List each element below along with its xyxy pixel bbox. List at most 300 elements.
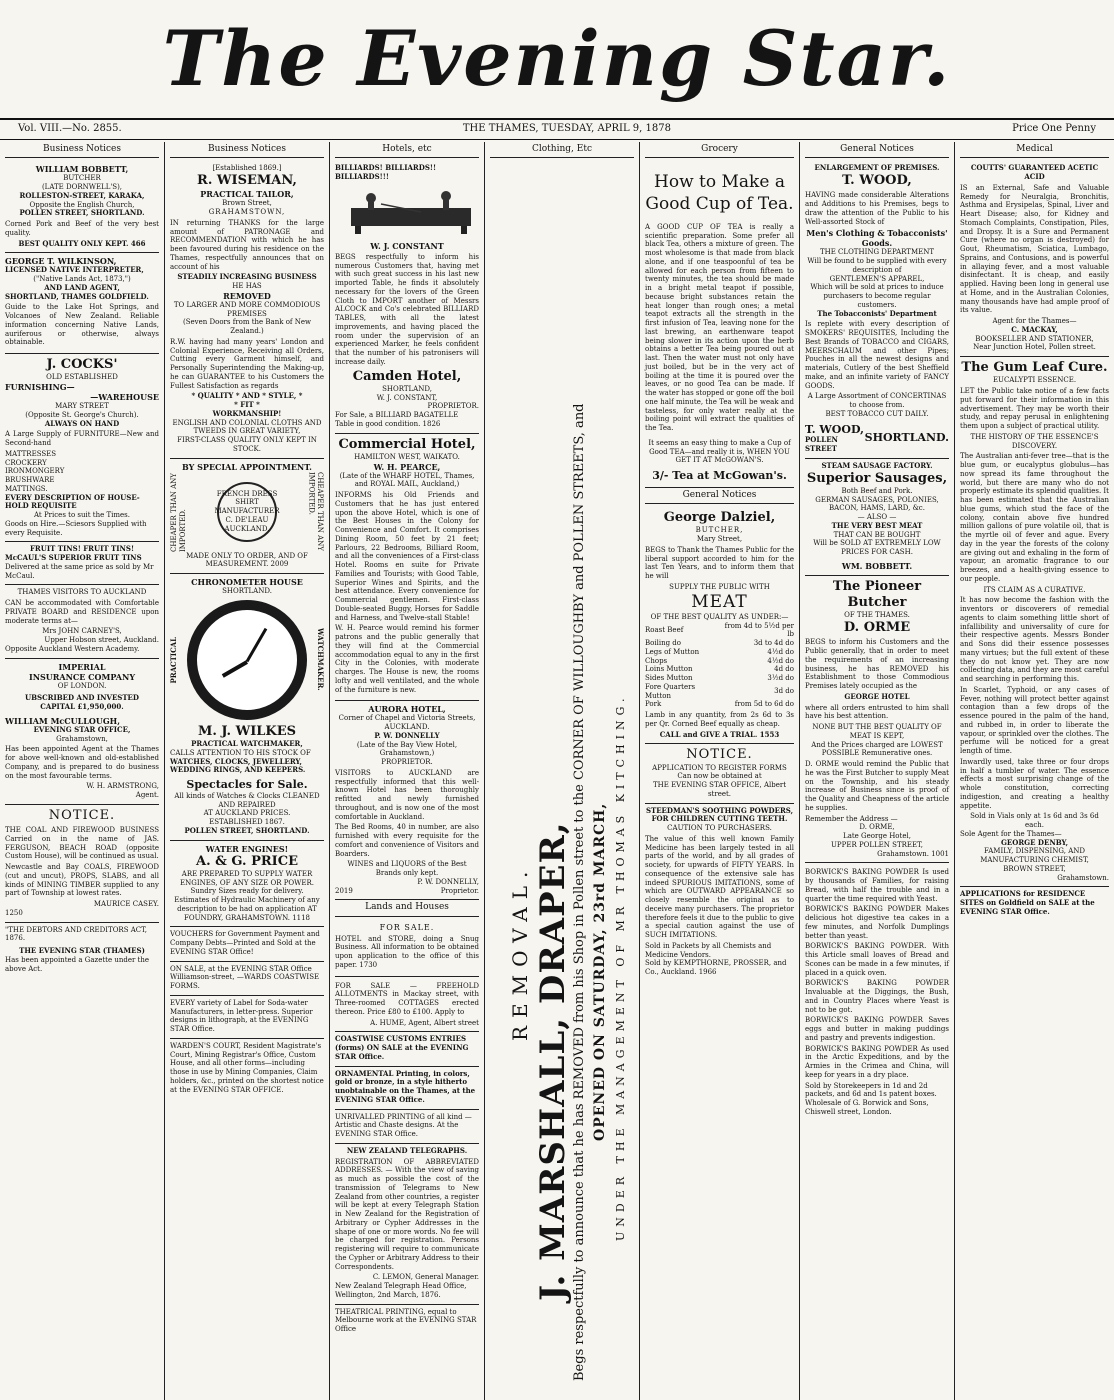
ad-gtown: Grahamstown.	[1057, 873, 1109, 882]
price-item: Boiling do	[645, 639, 681, 647]
price-value: 3d do	[774, 687, 794, 696]
ad-tag: BEST QUALITY ONLY KEPT. 466	[18, 238, 146, 248]
ad-text: BORWICK'S BAKING POWDER Saves eggs and butter in making puddings and pastry and prevents indigestion.	[805, 1016, 949, 1042]
ad-gtown: Grahamstown. 1001	[877, 849, 949, 858]
ad-address: SHORTLAND, THAMES GOLDFIELD.	[5, 291, 149, 301]
clock-icon	[187, 600, 307, 720]
ad-apps: APPLICATIONS for RESIDENCE SITES on Goldfield on SALE at the EVENING STAR Office.	[960, 889, 1095, 916]
ad-sub: OF THE THAMES.	[844, 611, 910, 620]
ad-item: MATTINGS.	[5, 484, 48, 493]
ad-chron: CHRONOMETER HOUSE	[191, 577, 303, 587]
ad-meat: MEAT	[691, 591, 748, 612]
column-medical	[955, 142, 1114, 1400]
column-general	[800, 142, 955, 1400]
ad-name: C. MACKAY,	[1011, 324, 1058, 334]
ad-tob: The Tobacconists' Department	[817, 308, 937, 318]
ad-sold: Sold in Vials only at 1s 6d and 3s 6d each.	[970, 812, 1099, 829]
ad-none: NONE BUT THE BEST QUALITY OF MEAT IS KEPT,	[812, 723, 942, 740]
ad-sign: WM. BOBBETT.	[841, 560, 913, 571]
ad-forsale	[335, 920, 479, 977]
columns	[0, 142, 1114, 1400]
ad-ornamental: ORNAMENTAL Printing, in colors, gold or bronze, in a style hitherto unobtainable on the Thames, at the EVENING STAR Office.	[335, 1067, 479, 1110]
ad-sign: A. HUME, Agent, Albert street	[370, 1018, 479, 1027]
ad-address: ROLLESTON-STREET, KARAKA,	[19, 190, 145, 200]
ad-calls: CALLS ATTENTION TO HIS STOCK OF	[170, 748, 311, 757]
ad-line: UBSCRIBED AND INVESTED	[25, 693, 139, 703]
table-row	[645, 657, 794, 666]
price-item: Loins Mutton	[645, 665, 693, 674]
price-item: Pork	[645, 700, 662, 709]
ad-text: HOTEL and STORE, doing a Snug Business. All information to be obtained upon application to the office of this paper. 1730	[335, 934, 479, 969]
ad-sold: Sold in Packets by all Chemists and Medicine Vendors.	[645, 941, 772, 959]
price-item: Legs of Mutton	[645, 647, 700, 656]
ad-text: REGISTRATION OF ABBREVIATED ADDRESSES. — With the view of saving as much as possible the cost of the transmission of Telegrams to New Zealand from other countries, a register will be kept at every Telegraph Station in New Zealand for the Registration of Arbitrary or Cypher Addresses in the shape of one or more words. No fee will be charged for registration. Persons registering will require to communicate the Cypher or Arbitrary Address to their Correspondents.	[335, 1157, 479, 1271]
ad-heading: How to Make a Good Cup of Tea.	[645, 172, 794, 214]
ad-text: Guide to the Lake Hot Springs, and Volcanoes of New Zealand. Reliable information concerning Native Lands, auriferous or otherwise, always obtainable.	[5, 303, 159, 347]
ad-trade: BUTCHER,	[695, 526, 744, 535]
ad-text: A GOOD CUP OF TEA is really a scientific preparation. Some prefer all black Tea, others a mixture of green. The most wholesome is that made from black alone, and if one teaspoonful of tea be allowed for each person from fifteen to twenty minutes, the tea should be made in a bright metal teapot if possible, because bright substances retain the heat longer than rough ones; a metal teapot extracts all the strength in the first infusion of Tea, leaving none for the last brewing, an earthenware teapot being slower in its action upon the herb obtains a better Tea being poured out at last. Then the water must not only have just boiled, but be in the very act of boiling at the time it is poured over the leaves, or no good Tea can be made. If the water has stopped or gone off the boil one half minute, the Tea will be weak and tasteless, for only water really at the boiling point will extract the qualities of the Tea.	[645, 222, 794, 432]
price-table	[645, 622, 794, 710]
column-heading: Clothing, Etc	[490, 142, 634, 158]
ad-text: Has been appointed Agent at the Thames for above well-known and old-established Company, and is prepared to do business on the most favourable terms.	[5, 745, 159, 780]
ad-heading: STEEDMAN'S SOOTHING POWDERS, FOR CHILDREN CUTTING TEETH.	[645, 805, 794, 824]
ad-late: Late George Hotel,	[843, 832, 911, 840]
ad-proprietor: PROPRIETOR.	[427, 402, 479, 411]
ad-side-label: PRACTICAL	[169, 636, 178, 683]
ad-price	[170, 841, 324, 928]
ad-upper: UPPER POLLEN STREET,	[831, 840, 923, 849]
ad-cloths: ENGLISH AND COLONIAL CLOTHS AND TWEEDS IN GREAT VARIETY,	[172, 418, 322, 436]
ad-heading: FRUIT TINS! FRUIT TINS!	[29, 544, 135, 554]
ad-est: ESTABLISHED 1867.	[209, 818, 285, 826]
ad-kemp: Sold by KEMPTHORNE, PROSSER, and Co., Auckland. 1966	[645, 959, 787, 976]
ad-heading: BILLIARDS! BILLIARDS!! BILLIARDS!!!	[335, 163, 437, 181]
ad-sold: Sold by Storekeepers in 1d and 2d packets, and 6d and 1s patent boxes.	[805, 1081, 937, 1099]
ad-name: WILLIAM McCULLOUGH,	[5, 715, 121, 726]
ad-german: GERMAN SAUSAGES, POLONIES,	[815, 495, 939, 504]
ad-first: FIRST-CLASS QUALITY ONLY KEPT IN STOCK.	[177, 436, 317, 453]
ad-text: McCAUL'S SUPERIOR FRUIT TINS	[5, 553, 142, 562]
ad-auck: AT AUCKLAND PRICES.	[203, 809, 291, 818]
price: Price One Penny	[1012, 123, 1096, 135]
ad-name: J. COCKS'	[46, 357, 118, 372]
ad-bought: THAT CAN BE BOUGHT	[833, 530, 921, 539]
ad-heading: THAMES VISITORS TO AUCKLAND	[17, 588, 147, 597]
ad-wilkinson	[5, 253, 159, 354]
ad-theatrical: THEATRICAL PRINTING, equal to Melbourne work at the EVENING STAR Office	[335, 1307, 477, 1333]
ad-wilkes	[170, 574, 324, 841]
ad-name: M. J. WILKES	[197, 723, 297, 739]
ad-text: BORWICK'S BAKING POWDER Is used by thousands of Families, for raising Bread, with half the trouble and in a quarter the time required with Yeast.	[805, 868, 949, 903]
ad-address: Opposite the English Church,	[29, 200, 135, 209]
ad-hotel-name: Camden Hotel,	[352, 368, 462, 384]
ad-gent: GENTLEMEN'S APPAREL,	[829, 274, 925, 283]
ad-under: UNDER THE MANAGEMENT OF MR THOMAS KITCHING.	[614, 693, 627, 1242]
ad-marshall	[490, 161, 635, 1386]
ad-aurora	[335, 701, 479, 900]
ad-wines: WINES and LIQUORS of the Best Brands only kept.	[347, 860, 467, 877]
ad-steedman	[645, 804, 794, 981]
ad-text: W. H. Pearce would remind his former patrons and the public generally that they will find at the Commercial accommodation equal to any in the first City in the Colonies, with moderate charges. The House is new, the rooms lofty and well ventilated, and the whole of the furniture is new.	[335, 624, 479, 694]
ad-address: POLLEN STREET, SHORTLAND.	[184, 825, 310, 835]
ad-telegraphs	[335, 1144, 479, 1305]
ad-heading: NEW ZEALAND TELEGRAPHS.	[346, 1145, 468, 1155]
column-business-1	[0, 142, 165, 1400]
ad-stock: WATCHES, CLOCKS, JEWELLERY, WEDDING RINGS, AND KEEPERS.	[170, 756, 306, 775]
table-row	[645, 683, 794, 701]
ad-wiseman	[170, 161, 324, 458]
ad-agent: Agent for the Thames—	[992, 317, 1077, 325]
ad-hotel-name: AURORA HOTEL,	[368, 704, 446, 715]
ad-address: Brown Street,	[222, 199, 272, 208]
ad-notice	[645, 744, 794, 803]
ad-coutts	[960, 161, 1109, 357]
billiard-table-icon	[341, 186, 481, 234]
ad-who: Mrs JOHN CARNEY'S,	[42, 627, 122, 636]
ad-mens: Men's Clothing & Tobacconists' Goods.	[806, 228, 948, 249]
ad-ttext: Is replete with every description of SMOKERS' REQUISITES, Including the Best Brands of TOBACCO and CIGARS, MEERSCHAUM and other Pipes; Pouches in all the newest designs and materials, Cutlery of the best Sheffield make, and an infinite variety of FANCY GOODS.	[805, 320, 949, 390]
ad-line: IMPERIAL	[58, 661, 106, 672]
ad-made: MADE ONLY TO ORDER, AND OF MEASUREMENT. 2009	[186, 551, 308, 569]
ad-text: VISITORS to AUCKLAND are respectfully informed that this well-known Hotel has been thoroughly refitted and newly furnished throughout, and is now one of the most comfortable in Auckland.	[335, 768, 479, 821]
ad-steady: STEADILY INCREASING BUSINESS	[177, 272, 317, 282]
place-date: THE THAMES, TUESDAY, APRIL 9, 1878	[462, 123, 671, 135]
ad-name: R. WISEMAN,	[197, 173, 297, 188]
ad-orme	[805, 576, 949, 864]
ad-address: Mary Street,	[696, 535, 743, 543]
ad-wood-left	[805, 423, 865, 454]
ad-title: PRACTICAL WATCHMAKER,	[191, 739, 303, 748]
ad-agent: Agent.	[135, 791, 159, 799]
price-item: Roast Beef	[645, 625, 684, 634]
ad-title: PRACTICAL TAILOR,	[200, 189, 294, 200]
ad-title: —WAREHOUSE	[90, 392, 159, 402]
table-row	[645, 639, 794, 648]
ad-name: T. WOOD,	[842, 173, 912, 188]
ad-fam: FAMILY, DISPENSING, AND MANUFACTURING CHEMIST,	[980, 847, 1089, 864]
ad-heading: The Gum Leaf Cure.	[961, 360, 1108, 375]
price-value: 3½d do	[767, 674, 794, 682]
ad-text: BEGS respectfully to inform his numerous Customers that, having met with such great success in his last new imported Table, he finds it absolutely necessary for the lovers of the Green Cloth to IMPORT another of Messrs ALCOCK and Co's celebrated BILLIARD TABLES, with all the latest improvements, and having placed the room under the supervision of an experienced Marker, he feels confident that the number of his patronisers will increase daily.	[335, 252, 479, 366]
ad-obtain: Can now be obtained at	[677, 772, 762, 781]
ad-office: New Zealand Telegraph Head Office, Wellington, 2nd March, 1876.	[335, 1282, 467, 1299]
ad-text: Inwardly used, take three or four drops in half a tumbler of water. The essence effects a most surprising change of the whole constitution, correcting indigestion, and creating a healthy appetite.	[960, 757, 1109, 810]
volume-number: Vol. VIII.—No. 2855.	[18, 123, 122, 135]
ad-name: D. ORME	[843, 620, 911, 635]
ad-sub: Delivered at the same price as sold by Mr McCaul.	[5, 562, 154, 580]
ad-sausage	[805, 459, 949, 576]
ad-office: THE EVENING STAR OFFICE, Albert street.	[652, 781, 787, 798]
ad-bacon: BACON, HAMS, LARD, &c.	[829, 504, 925, 513]
ad-name: A. & G. PRICE	[195, 853, 298, 869]
ad-text: IN returning THANKS for the large amount of PATRONAGE and RECOMMENDATION with which he has been favoured during his residence on the Thames, respectfully announces that on account of his	[170, 218, 324, 271]
ad-num: 2019	[335, 886, 353, 895]
ad-opened: OPENED ON SATURDAY, 23rd MARCH,	[592, 803, 608, 1142]
ad-near: Near Junction Hotel, Pollen street.	[973, 343, 1096, 352]
ad-line: INSURANCE COMPANY	[28, 671, 136, 682]
ad-both: Both Beef and Pork.	[841, 486, 913, 495]
ad-clock-row	[170, 596, 324, 724]
ad-fit: * FIT *	[234, 400, 260, 409]
ad-sign: P. W. DONNELLY,	[417, 877, 479, 886]
ad-text: LET the Public take notice of a few facts put forward for their information in this advertisement. They may be worth their study, and repay perusal in enlightening them upon a subject of practical utility.	[960, 387, 1109, 430]
ad-supply: SUPPLY THE PUBLIC WITH	[669, 582, 770, 591]
ad-unrivalled: UNRIVALLED PRINTING of all kind —Artistic and Chaste designs. At the EVENING STAR Office.	[335, 1110, 479, 1144]
ad-imperial	[5, 659, 159, 805]
ad-heading: WATER ENGINES!	[205, 843, 289, 854]
ad-item: BRUSHWARE	[5, 476, 55, 484]
ad-also: — ALSO —	[857, 513, 897, 521]
column-business-2	[165, 142, 330, 1400]
ad-footer	[335, 887, 479, 896]
clock-hand	[246, 628, 268, 662]
ad-side-label: WATCHMAKER.	[316, 628, 325, 692]
ad-lead: ALWAYS ON HAND	[44, 418, 120, 428]
ad-text: BORWICK'S BAKING POWDER As used in the Arctic Expeditions, and by the Armies in the Crimea and China, will keep for years in a dry place.	[805, 1044, 949, 1079]
ad-former: (LATE DORNWELL'S),	[41, 183, 123, 191]
ad-place: SHORTLAND.	[864, 431, 949, 445]
ad-begs: Begs respectfully to announce that he has REMOVED from his Shop in Pollen street to the CORNER OF WILLOUGHBY and POLLEN STREETS, and	[572, 403, 587, 1382]
ad-to: TO LARGER AND MORE COMMODIOUS PREMISES	[173, 300, 321, 318]
column-clothing	[485, 142, 640, 1400]
ad-george: GEORGE HOTEL	[844, 691, 910, 701]
ad-line: OF LONDON.	[57, 681, 107, 690]
column-grocery	[640, 142, 800, 1400]
ad-caution: CAUTION TO PURCHASERS.	[667, 824, 772, 832]
ad-low: Will be SOLD AT EXTREMELY LOW PRICES FOR CASH.	[813, 539, 941, 556]
ad-sign: W. H. ARMSTRONG,	[86, 782, 159, 791]
ad-heading: ENLARGEMENT OF PREMISES.	[814, 163, 940, 173]
ad-street: POLLEN STREET	[805, 435, 838, 453]
ad-name: George Dalziel,	[663, 510, 776, 525]
ad-special: BY SPECIAL APPOINTMENT.	[182, 461, 312, 472]
column-heading: Grocery	[645, 142, 794, 158]
ad-lamb: Lamb in any quantity, from 2s 6d to 3s per Qr. Corned Beef equally as cheap.	[645, 711, 794, 728]
ad-name: W. H. PEARCE,	[373, 461, 441, 472]
table-row	[645, 665, 794, 674]
ad-role: AND LAND AGENT,	[44, 282, 120, 292]
ad-wood	[805, 161, 949, 459]
ad-est: OLD ESTABLISHED	[46, 373, 118, 382]
ad-name: P. W. DONNELLY	[374, 730, 440, 740]
ad-book: BOOKSELLER AND STATIONER,	[975, 334, 1094, 343]
section-heading: General Notices	[645, 488, 794, 504]
ad-title: FURNISHING—	[5, 382, 75, 392]
ad-work: WORKMANSHIP!	[212, 408, 282, 418]
ad-side-label: CHEAPER THAN ANY IMPORTED.	[307, 471, 324, 551]
ad-heading: NOTICE.	[48, 807, 116, 823]
ad-place: SHORTLAND,	[382, 384, 432, 393]
ad-text: BEGS to Thank the Thames Public for the liberal support accorded to him for the last Ten Years, and to inform them that he will	[645, 545, 794, 580]
ad-text: FOR SALE — FREEHOLD ALLOTMENTS in Mackay street, with Three-roomed COTTAGES erected thereon. Price £80 to £100. Apply to	[335, 981, 479, 1016]
clock-hand	[222, 660, 248, 677]
ad-wardens: WARDEN'S COURT, Resident Magistrate's Court, Mining Registrar's Office, Custom House, and all other forms—including those in use by Mining Companies, Claim holders, &c., printed on the shortest notice at the EVENING STAR OFFICE.	[170, 1041, 324, 1094]
ad-text: It has now become the fashion with the inventors or discoverers of remedial agents to claim something little short of infallibility and universality of cure for their respective agents. Messrs Bonder and Sons did their essence possesses many virtues; but the full extent of these they do not know yet. They are now collecting data, and they are most careful and searching in performing this.	[960, 596, 1109, 683]
ad-text: THE COAL AND FIREWOOD BUSINESS Carried on in the name of JAS. FERGUSON, BEACH ROAD (opposite Custom House), will be continued as usual.	[5, 826, 159, 861]
ad-dorme: D. ORME,	[859, 823, 895, 832]
ad-removed: REMOVED	[223, 290, 271, 301]
ad-best: OF THE BEST QUALITY AS UNDER:—	[650, 612, 789, 621]
dateline	[0, 118, 1114, 140]
column-heading: General Notices	[805, 142, 949, 158]
ad-onsale: ON SALE, at the EVENING STAR Office Williamson-street, —WARDS COASTWISE FORMS.	[170, 962, 324, 996]
ad-conc: A Large Assortment of CONCERTINAS to choose from.	[807, 392, 947, 409]
ad-remind: D. ORME would remind the Public that he was the First Butcher to supply Meat on the Township, and his steady increase of Business since is proof of the Quality and Cheapness of the article he supplies.	[805, 760, 949, 812]
price-value: 4d do	[774, 665, 794, 674]
ad-text: Newcastle and Bay COALS, FIREWOOD (cut and uncut), PROPS, SLABS, and all kinds of MINING TIMBER supplied to any part of Township at lowest rates.	[5, 863, 159, 898]
ad-hotel-name: Commercial Hotel,	[338, 436, 476, 452]
price-value: 3d to 4d do	[753, 639, 794, 647]
ad-bobbett	[5, 161, 159, 253]
section-heading: Lands and Houses	[335, 900, 479, 916]
ad-item: MATTRESSES	[5, 449, 57, 458]
ad-every: EVERY variety of Label for Soda-water Manufacturers, in letter-press. Superior designs in lithograph, at the EVENING STAR Office.	[170, 996, 324, 1039]
ad-euc: EUCALYPTI ESSENCE.	[992, 376, 1077, 385]
ad-hist: THE HISTORY OF THE ESSENCE'S DISCOVERY.	[970, 432, 1099, 450]
ad-text: "THE DEBTORS AND CREDITORS ACT, 1876.	[5, 925, 147, 943]
masthead	[0, 0, 1114, 118]
ad-heading: NOTICE.	[686, 747, 753, 763]
ad-call: CALL and GIVE A TRIAL. 1553	[659, 729, 780, 739]
ad-whole: Wholesale of G. Borwick and Sons, Chiswell street, London.	[805, 1099, 929, 1116]
price-item: Chops	[645, 656, 668, 665]
ad-tea	[645, 161, 794, 488]
ad-easy: It seems an easy thing to make a Cup of Good TEA—and really it is, WHEN YOU GET IT AT McGOWAN'S.	[648, 438, 791, 465]
ad-text: BORWICK'S BAKING POWDER Invaluable at the Diggings, the Bush, and in Country Places where Yeast is not to be got.	[805, 979, 949, 1014]
ad-text: ARE PREPARED TO SUPPLY WATER ENGINES, OF ANY SIZE OR POWER.	[180, 869, 314, 887]
ad-shortland: SHORTLAND.	[222, 587, 272, 595]
ad-removal: REMOVAL.	[508, 863, 532, 1042]
table-row	[645, 674, 794, 683]
ad-text: HAVING made considerable Alterations and Additions to his Premises, begs to draw the attention of the Public to his Well-assorted Stock of	[805, 191, 949, 226]
ad-propr: Proprietor.	[440, 886, 479, 895]
ad-coastwise: COASTWISE CUSTOMS ENTRIES (forms) ON SALE at the EVENING STAR Office.	[335, 1032, 479, 1066]
ad-debtors	[5, 923, 159, 978]
ad-late: (Late of the WHARF HOTEL, Thames, and ROYAL MAIL, Auckland,)	[339, 471, 475, 489]
ad-text: The Bed Rooms, 40 in number, are also furnished with every requisite for the comfort and convenience of Visitors and Boarders.	[335, 823, 479, 858]
ad-deleau	[170, 459, 324, 575]
ad-hire: Goods on Hire.—Sciesors Supplied with every Requisite.	[5, 519, 147, 537]
ad-town: GRAHAMSTOWN,	[208, 208, 286, 216]
ad-cocks	[5, 354, 159, 542]
ad-text: THE EVENING STAR (THAMES)	[19, 946, 145, 955]
ad-brown: BROWN STREET,	[1003, 864, 1066, 873]
ad-corner: Corner of Chapel and Victoria Streets, AUCKLAND.	[338, 714, 476, 731]
ad-sup: Superior Sausages,	[806, 470, 948, 486]
ad-line: CAPITAL £1,950,000.	[40, 702, 124, 711]
ad-dept: THE CLOTHING DEPARTMENT	[819, 248, 935, 257]
ad-item: IRONMONGERY	[5, 467, 65, 476]
table-row	[645, 648, 794, 657]
price-value: 4½d do	[767, 656, 794, 665]
ad-every: EVERY DESCRIPTION OF HOUSE-HOLD REQUISITE	[5, 492, 140, 511]
ad-text: R.W. having had many years' London and Colonial Experience, Receiving all Orders, Cutting every Garment himself, and Personally Superintending the Making-up, he can GUARANTEE to his Customers the Fullest Satisfaction as regards	[170, 337, 324, 390]
ad-where: where all orders entrusted to him shall have his best attention.	[805, 703, 949, 721]
ad-text: Estimates of Hydraulic Machinery of any description to be had on application AT FOUNDRY, GRAHAMSTOWN. 1118	[174, 896, 320, 922]
ad-text: A Large Supply of FURNITURE—New and Second-hand	[5, 430, 159, 447]
ad-wood-sign	[805, 423, 949, 454]
ad-heading: STEAM SAUSAGE FACTORY.	[821, 460, 933, 470]
price-value: from 4d to 5½d per lb	[724, 621, 794, 639]
ad-dalziel	[645, 507, 794, 744]
ad-sub: ("Native Lands Act, 1873,")	[33, 275, 131, 283]
ad-gum	[960, 357, 1109, 887]
ad-name: GEORGE T. WILKINSON,	[5, 256, 117, 267]
ad-has: HE HAS	[232, 282, 262, 290]
price-item: Sides Mutton	[645, 674, 693, 682]
ad-prop: PROPRIETOR.	[381, 758, 433, 766]
seal-icon: FRENCH DRESS SHIRT MANUFACTURER C. DE'LEAU AUCKLAND.	[217, 482, 277, 542]
ad-freehold	[335, 977, 479, 1033]
ad-place: HAMILTON WEST, WAIKATO.	[354, 452, 460, 461]
ad-text: Has been appointed a Gazette under the above Act.	[5, 955, 150, 973]
ad-stamp-row	[170, 472, 324, 552]
ad-name: GEORGE DENBY,	[1000, 837, 1069, 847]
ad-est: [Established 1869.]	[212, 164, 282, 173]
ad-text: Sundry Sizes ready for delivery.	[190, 887, 304, 896]
table-row	[645, 622, 794, 640]
ad-text: The value of this well known Family Medicine has been largely tested in all parts of the world, and by all grades of society, for upwards of FIFTY YEARS. In consequence of the extensive sale has indeed SPURIOUS IMITATIONS, some of which are OUTWARD APPEARANCE so closely resemble the original as to deceive many purchasers. The proprietor therefore feels it due to the public to give a special caution against the use of SUCH IMITATIONS.	[645, 834, 794, 939]
ad-title: LICENSED NATIVE INTERPRETER,	[5, 265, 144, 275]
ad-app: APPLICATION TO REGISTER FORMS	[652, 763, 787, 772]
ad-rem: Remember the Address —	[805, 814, 898, 823]
ad-opp: Opposite Auckland Western Academy.	[5, 644, 140, 653]
ad-text: In Scarlet, Typhoid, or any cases of Fever, nothing will protect better against contagion than a few drops of the essence poured in the palm of the hand, and rubbed in, in order to liberate the vapour, or sprinkled over the clothes. The perfume will be noticed for a great length of time.	[960, 685, 1109, 755]
table-row	[645, 700, 794, 709]
ad-commercial	[335, 434, 479, 702]
ad-heading: COUTTS' GUARANTEED ACETIC ACID	[970, 163, 1099, 181]
ad-name: W. J. CONSTANT	[370, 240, 444, 251]
ad-prices: At Prices to suit the Times.	[34, 511, 130, 519]
ad-text: IS an External, Safe and Valuable Remedy for Neuralgia, Bronchitis, Asthma and Erysipelas, Spinal, Liver and Heart Disease; also, for Kidney and Stomach Complaints, Constipation, Piles, and Dropsy. It is a Sure and Permanent Cure (where no organ is destroyed) for Gout, Rheumatism, Sciatica, Lumbago, Sprains, and Contusions, and is powerful in allaying fever, and a most valuable disinfectant. It is cheap, and easily applied. Having been long in general use at Home, and in the Australian Colonies, many thousands have had ample proof of its value.	[960, 183, 1109, 315]
ad-prop: W. J. CONSTANT,	[376, 393, 438, 402]
ad-marshall-name: J. MARSHALL, DRAPER,	[533, 821, 573, 1302]
ad-name: WILLIAM BOBBETT,	[35, 164, 129, 175]
ad-heading: The Pioneer Butcher	[832, 578, 922, 610]
ad-sale: For Sale, a BILLIARD BAGATELLE Table in good condition. 1826	[335, 411, 459, 428]
ad-heading: FOR SALE.	[379, 922, 435, 932]
ad-lowest: And the Prices charged are LOWEST POSSIBLE Remunerative ones.	[811, 740, 943, 758]
ad-side-label: CHEAPER THAN ANY IMPORTED.	[170, 472, 187, 552]
ad-quality: * QUALITY * AND * STYLE, *	[191, 391, 303, 401]
ad-sign: MAURICE CASEY.	[93, 900, 159, 908]
ad-late: (Late of the Bay View Hotel, Grahamstown,)	[356, 740, 458, 758]
ad-fruit	[5, 542, 159, 585]
ad-notice	[5, 805, 159, 923]
ad-gtext: Which will be sold at prices to induce purchasers to become regular customers.	[810, 283, 944, 309]
ad-text: BORWICK'S BAKING POWDER. With this Article small loaves of Bread and Scones can be made in a few minutes, if placed in a quick oven.	[805, 942, 949, 977]
ad-claim: ITS CLAIM AS A CURATIVE.	[983, 585, 1086, 594]
ad-vbest: THE VERY BEST MEAT	[831, 520, 923, 530]
ad-sole: Sole Agent for the Thames—	[960, 829, 1062, 838]
ad-text: The Australian anti-fever tree—that is the blue gum, or eucalyptus globulus—has now spread its fame throughout the world, but there are many who do not properly estimate its splendid qualities. It has been estimated that the Australian blue gums, which stud the face of the colony, contain above five hundred million gallons of pure volatile oil, that is the myrtle oil of fever and ague. Every day in the year the forests of the colony are giving out and exhaling in the form of vapour, an aromatic fragrance to our breezes, and a health-giving essence to our people.	[960, 452, 1109, 583]
price-value: from 5d to 6d do	[734, 700, 794, 709]
ad-text: BORWICK'S BAKING POWDER Makes delicious hot digestive tea cakes in a few minutes, and Norfolk Dumplings better than yeast.	[805, 905, 949, 940]
ad-vouchers: VOUCHERS for Government Payment and Company Debts—Printed and Sold at the EVENING STAR Office!	[170, 927, 324, 961]
price-value: 4½d do	[767, 647, 794, 656]
ad-name: T. WOOD,	[805, 422, 864, 436]
ad-opp: (Opposite St. George's Church).	[25, 410, 139, 419]
ad-trade: BUTCHER	[63, 174, 101, 183]
column-heading: Business Notices	[5, 142, 159, 158]
ad-doors: (Seven Doors from the Bank of New Zealand.)	[183, 318, 311, 335]
ad-kinds: All kinds of Watches & Clocks CLEANED AND REPAIRED	[174, 791, 320, 809]
column-heading: Hotels, etc	[335, 142, 479, 158]
price-item: Fore Quarters Mutton	[645, 682, 696, 700]
ad-office: EVENING STAR OFFICE,	[33, 724, 131, 734]
ad-address: Upper Hobson street, Auckland.	[44, 636, 159, 644]
ad-visitors	[5, 585, 159, 658]
